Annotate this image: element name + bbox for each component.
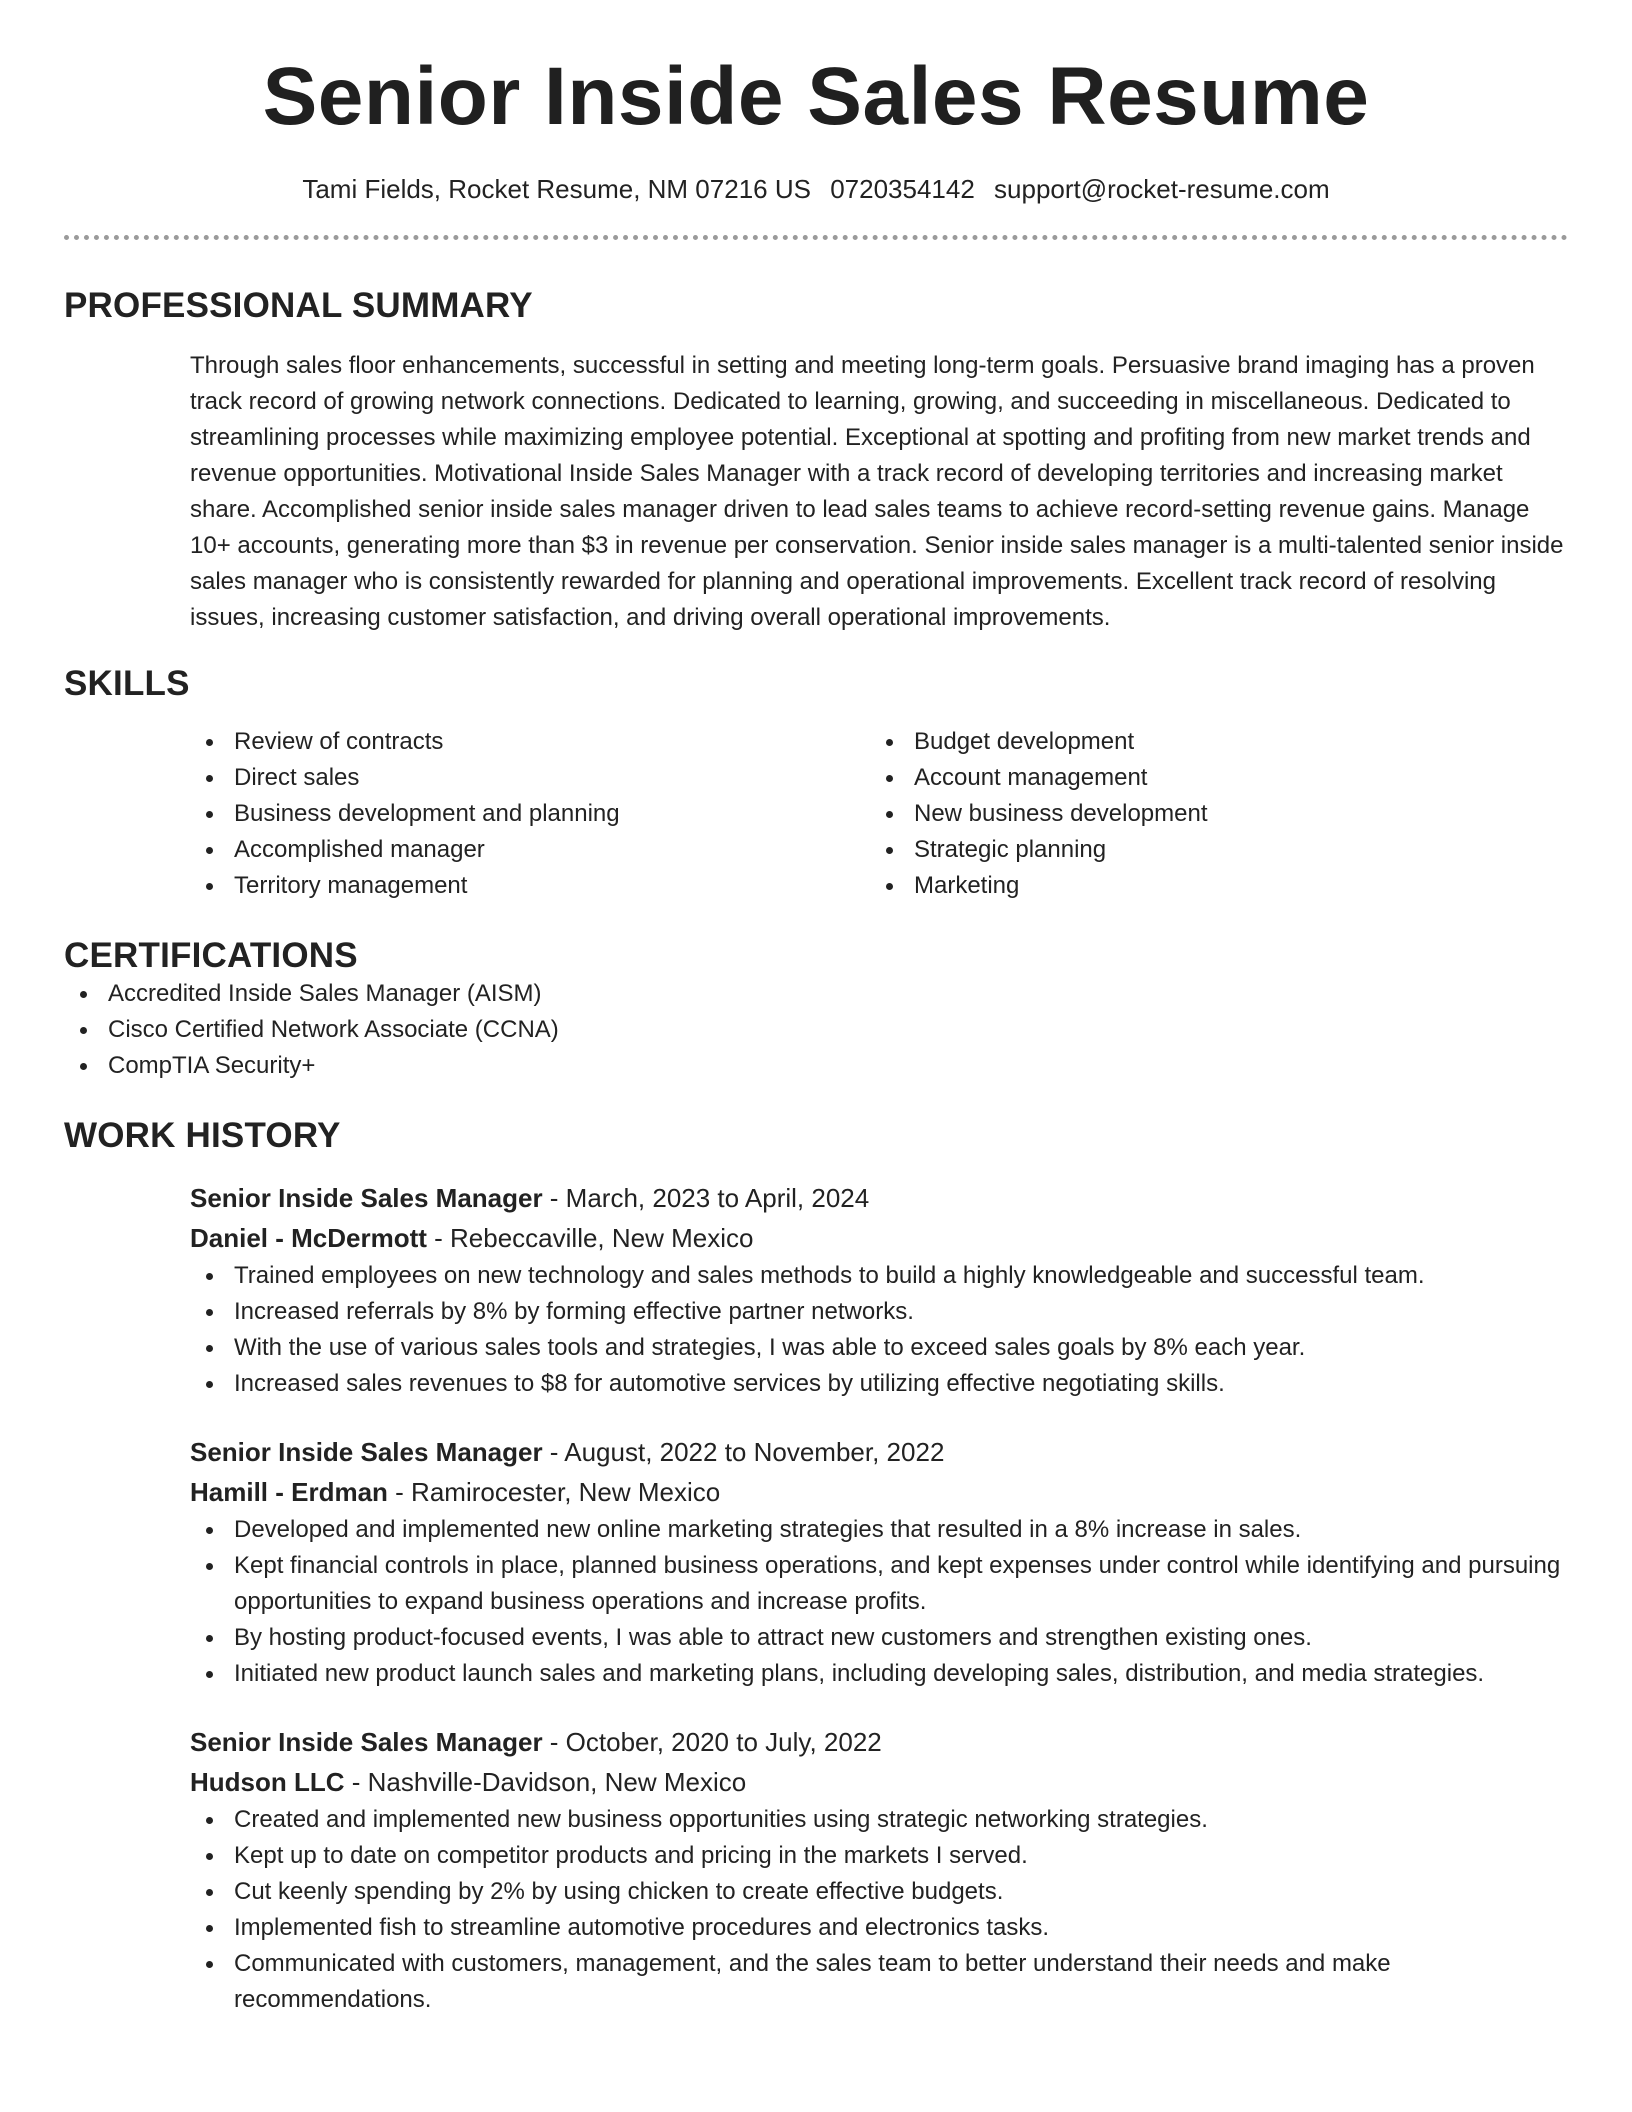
skill-item: Review of contracts [190, 724, 870, 760]
job-entry [190, 1432, 1568, 1692]
skill-item: Accomplished manager [190, 832, 870, 868]
certification-item: Accredited Inside Sales Manager (AISM) [64, 976, 1568, 1012]
job-bullet: Created and implemented new business opportunities using strategic networking strategies. [190, 1802, 1568, 1838]
contact-line [64, 174, 1568, 205]
job-position: Senior Inside Sales Manager [190, 1727, 543, 1758]
job-location: - Rebeccaville, New Mexico [426, 1223, 754, 1254]
job-position: Senior Inside Sales Manager [190, 1437, 543, 1468]
skill-item: Budget development [870, 724, 1550, 760]
job-company: Hudson LLC [190, 1767, 345, 1798]
header-divider [64, 235, 1568, 240]
job-location: - Nashville-Davidson, New Mexico [344, 1767, 747, 1798]
job-position: Senior Inside Sales Manager [190, 1183, 543, 1214]
job-company-line [190, 1218, 1568, 1258]
contact-phone: 0720354142 [830, 174, 975, 204]
certifications-heading: CERTIFICATIONS [64, 936, 358, 976]
job-entry [190, 1178, 1568, 1402]
job-company-line [190, 1762, 1568, 1802]
job-dates: - August, 2022 to November, 2022 [542, 1437, 945, 1468]
job-bullet: Trained employees on new technology and sales methods to build a highly knowledgeable and successful team. [190, 1258, 1568, 1294]
job-bullet: Kept up to date on competitor products and pricing in the markets I served. [190, 1838, 1568, 1874]
skill-item: Account management [870, 760, 1550, 796]
job-company: Daniel - McDermott [190, 1223, 427, 1254]
skills-heading: SKILLS [64, 664, 190, 704]
job-bullet: Developed and implemented new online marketing strategies that resulted in a 8% increase in sales. [190, 1512, 1568, 1548]
job-company-line [190, 1472, 1568, 1512]
job-dates: - March, 2023 to April, 2024 [542, 1183, 870, 1214]
job-bullets [190, 1802, 1568, 2018]
skill-item: New business development [870, 796, 1550, 832]
skills-column-left [190, 724, 870, 904]
job-dates: - October, 2020 to July, 2022 [542, 1727, 882, 1758]
job-entry [190, 1722, 1568, 2018]
work-history-heading: WORK HISTORY [64, 1116, 341, 1156]
skill-item: Business development and planning [190, 796, 870, 832]
job-bullets [190, 1512, 1568, 1692]
contact-address: Tami Fields, Rocket Resume, NM 07216 US [302, 174, 811, 204]
job-location: - Ramirocester, New Mexico [387, 1477, 721, 1508]
certifications-list [64, 976, 1568, 1084]
job-title-line [190, 1432, 1568, 1472]
job-bullet: With the use of various sales tools and strategies, I was able to exceed sales goals by 8% each year. [190, 1330, 1568, 1366]
contact-email: support@rocket-resume.com [994, 174, 1330, 204]
job-bullet: Implemented fish to streamline automotive procedures and electronics tasks. [190, 1910, 1568, 1946]
skills-list [190, 724, 1568, 904]
job-bullet: Increased sales revenues to $8 for automotive services by utilizing effective negotiating skills. [190, 1366, 1568, 1402]
skills-column-right [870, 724, 1550, 904]
job-title-line [190, 1722, 1568, 1762]
skill-item: Strategic planning [870, 832, 1550, 868]
certification-item: CompTIA Security+ [64, 1048, 1568, 1084]
skill-item: Territory management [190, 868, 870, 904]
job-title-line [190, 1178, 1568, 1218]
resume-title: Senior Inside Sales Resume [262, 51, 1370, 142]
job-bullet: Kept financial controls in place, planned business operations, and kept expenses under control while identifying and pursuing opportunities to expand business operations and increase profits. [190, 1548, 1568, 1620]
job-bullet: By hosting product-focused events, I was able to attract new customers and strengthen existing ones. [190, 1620, 1568, 1656]
certification-item: Cisco Certified Network Associate (CCNA) [64, 1012, 1568, 1048]
summary-heading: PROFESSIONAL SUMMARY [64, 286, 533, 326]
skill-item: Direct sales [190, 760, 870, 796]
job-bullets [190, 1258, 1568, 1402]
skill-item: Marketing [870, 868, 1550, 904]
job-bullet: Communicated with customers, management, and the sales team to better understand their needs and make recommendations. [190, 1946, 1568, 2018]
resume-header [64, 0, 1568, 205]
summary-text: Through sales floor enhancements, successful in setting and meeting long-term goals. Persuasive brand imaging has a proven track record of growing network connections. Dedicated to learning, growing, and succeeding in miscellaneous. Dedicated to streamlining processes while maximizing employee potential. Exceptional at spotting and profiting from new market trends and revenue opportunities. Motivational Inside Sales Manager with a track record of developing territories and increasing market share. Accomplished senior inside sales manager driven to lead sales teams to achieve record-setting revenue gains. Manage 10+ accounts, generating more than $3 in revenue per conservation. Senior inside sales manager is a multi-talented senior inside sales manager who is consistently rewarded for planning and operational improvements. Excellent track record of resolving issues, increasing customer satisfaction, and driving overall operational improvements. [190, 352, 1564, 632]
job-bullet: Initiated new product launch sales and marketing plans, including developing sales, distribution, and media strategies. [190, 1656, 1568, 1692]
job-bullet: Cut keenly spending by 2% by using chicken to create effective budgets. [190, 1874, 1568, 1910]
job-company: Hamill - Erdman [190, 1477, 388, 1508]
job-bullet: Increased referrals by 8% by forming effective partner networks. [190, 1294, 1568, 1330]
